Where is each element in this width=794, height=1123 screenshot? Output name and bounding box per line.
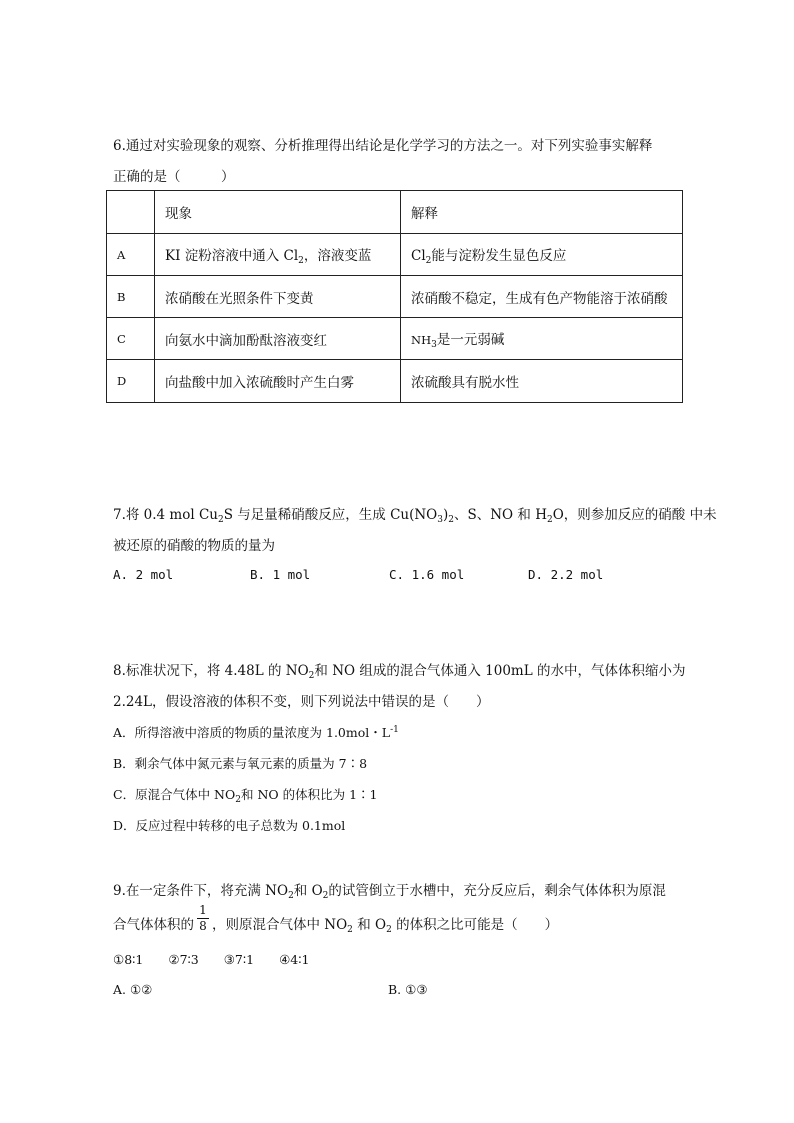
row-explanation: $NH_3$是一元弱碱 [401, 318, 683, 360]
q8-stem-line1: 8.标准状况下，将 4.48L 的 $NO_2$和 NO 组成的混合气体通入 100mL 的水中，气体体积缩小为 [113, 663, 686, 681]
q9-stem-line2-start: 合气体体积的 [113, 917, 194, 933]
q9-stem-line1: 9.在一定条件下，将充满 $NO_2$和 $O_2$的试管倒立于水槽中，充分反应后，剩余气体体积为原混 [113, 883, 666, 901]
table-row [107, 360, 683, 403]
q7-stem-line1: 7.将 0.4 mol $Cu_2S$ 与足量稀硝酸反应，生成 $Cu(NO_3)_2$、S、NO 和 $H_2O$，则参加反应的硝酸 中未 [113, 507, 717, 525]
q8-stem-line2: 2.24L，假设溶液的体积不变，则下列说法中错误的是（ ） [113, 694, 490, 710]
q6-table [106, 190, 683, 403]
row-phenomenon: 浓硝酸在光照条件下变黄 [155, 276, 401, 318]
q8-option-b: B．剩余气体中氮元素与氧元素的质量为 7∶8 [113, 756, 368, 771]
row-key: A [107, 234, 155, 276]
q8-option-c: C．原混合气体中 $NO_2$和 NO 的体积比为 1∶1 [113, 787, 378, 805]
q9-option-b: B. ①③ [388, 982, 428, 997]
q7-option-c: C. 1.6 mol [389, 567, 465, 582]
table-row [107, 276, 683, 318]
q9-option-a: A. ①② [113, 982, 153, 997]
q7-option-d: D. 2.2 mol [528, 567, 604, 582]
row-key: D [107, 360, 155, 403]
q9-ratio-choices: ①8∶1 ②7∶3 ③7∶1 ④4∶1 [113, 952, 310, 967]
row-explanation: 浓硝酸不稳定，生成有色产物能溶于浓硝酸 [401, 276, 683, 318]
table-row [107, 318, 683, 360]
q8-option-a: A．所得溶液中溶质的物质的量浓度为 1.0mol・$L^{-1}$ [113, 725, 399, 740]
header-explanation: 解释 [401, 191, 683, 234]
row-phenomenon: 向氨水中滴加酚酞溶液变红 [155, 318, 401, 360]
fraction-denominator: 8 [199, 919, 207, 933]
row-explanation: 浓硫酸具有脱水性 [401, 360, 683, 403]
fraction-numerator: 1 [199, 903, 207, 917]
row-explanation: $Cl_2$能与淀粉发生显色反应 [401, 234, 683, 276]
q7-stem-line2: 被还原的硝酸的物质的量为 [113, 538, 275, 554]
row-phenomenon: KI 淀粉溶液中通入 $Cl_2$，溶液变蓝 [155, 234, 401, 276]
q7-option-b: B. 1 mol [250, 567, 311, 582]
q8-option-d: D．反应过程中转移的电子总数为 0.1mol [113, 818, 346, 833]
row-key: C [107, 318, 155, 360]
header-key [107, 191, 155, 234]
q6-stem-line2: 正确的是（ ） [113, 169, 235, 185]
q9-fraction [197, 904, 209, 933]
q9-stem-line2-end: ，则原混合气体中 $NO_2$ 和 $O_2$ 的体积之比可能是（ ） [212, 917, 559, 935]
q6-stem-line1: 6.通过对实验现象的观察、分析推理得出结论是化学学习的方法之一。对下列实验事实解释 [113, 138, 653, 154]
table-header-row [107, 191, 683, 234]
header-phenomenon: 现象 [155, 191, 401, 234]
row-key: B [107, 276, 155, 318]
table-row [107, 234, 683, 276]
row-phenomenon: 向盐酸中加入浓硫酸时产生白雾 [155, 360, 401, 403]
q7-option-a: A. 2 mol [113, 567, 174, 582]
